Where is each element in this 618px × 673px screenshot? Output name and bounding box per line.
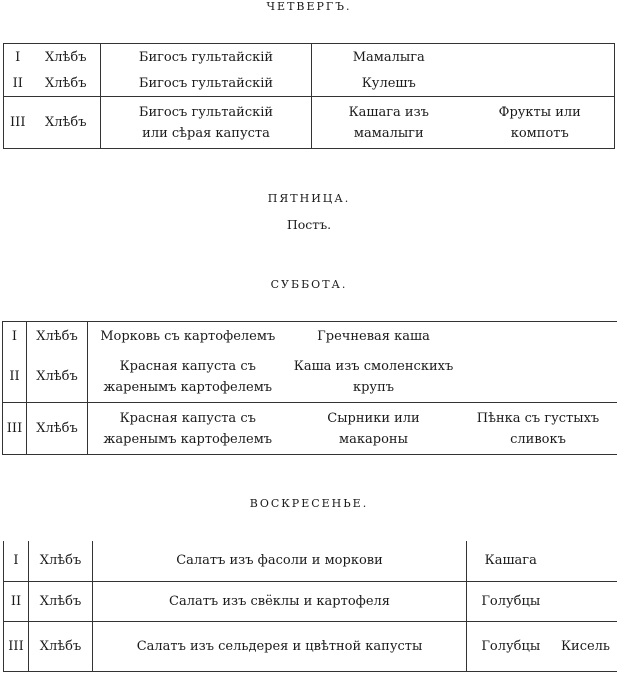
dish-line: Пѣнка съ густыхъ bbox=[476, 410, 600, 426]
dish-line: Фрукты или bbox=[498, 104, 581, 120]
dish-line: мамалыги bbox=[353, 125, 424, 141]
dish-cell bbox=[288, 403, 460, 455]
dish-line: или сѣрая капуста bbox=[142, 125, 270, 141]
row-number: II bbox=[12, 75, 23, 91]
row-number: I bbox=[11, 329, 18, 345]
dish-cell: Кисель bbox=[555, 621, 617, 671]
dish-cell bbox=[88, 403, 288, 455]
sunday-menu-table bbox=[3, 541, 617, 672]
dish-cell bbox=[466, 97, 615, 149]
bread-cell: Хлѣбъ bbox=[27, 352, 88, 403]
dish-cell bbox=[460, 352, 617, 403]
table-row bbox=[3, 403, 617, 455]
table-row bbox=[4, 71, 615, 97]
bread-cell: Хлѣбъ bbox=[27, 403, 88, 455]
dish-cell bbox=[312, 97, 466, 149]
dish-cell bbox=[101, 97, 312, 149]
row-number: II bbox=[4, 581, 29, 621]
dish-line: Каша изъ смоленскихъ bbox=[293, 358, 454, 374]
bread-cell: Хлѣбъ bbox=[45, 49, 87, 65]
bread-cell: Хлѣбъ bbox=[29, 621, 93, 671]
dish-cell bbox=[288, 352, 460, 403]
thursday-menu-table bbox=[3, 43, 615, 149]
dish-cell: Салатъ изъ свёклы и картофеля bbox=[93, 581, 467, 621]
dish-cell: Голубцы bbox=[467, 581, 555, 621]
sunday-heading: ВОСКРЕСЕНЬЕ. bbox=[249, 497, 369, 510]
saturday-menu-table bbox=[2, 321, 617, 455]
dish-line: Кашага изъ bbox=[348, 104, 429, 120]
dish-cell: Бигосъ гультайскій bbox=[101, 71, 312, 97]
row-number: I bbox=[13, 553, 19, 569]
saturday-heading: СУББОТА. bbox=[270, 278, 348, 291]
dish-line: Красная капуста съ bbox=[119, 358, 256, 374]
bread-cell: Хлѣбъ bbox=[45, 75, 87, 91]
row-number: I bbox=[15, 49, 21, 65]
table-row bbox=[4, 97, 615, 149]
bread-cell: Хлѣбъ bbox=[27, 322, 88, 352]
dish-cell bbox=[88, 352, 288, 403]
thursday-heading: ЧЕТВЕРГЪ. bbox=[266, 0, 352, 13]
friday-heading: ПЯТНИЦА. bbox=[267, 192, 351, 205]
dish-cell: Салатъ изъ фасоли и моркови bbox=[93, 541, 467, 581]
dish-cell bbox=[555, 541, 617, 581]
dish-line: компотъ bbox=[510, 125, 569, 141]
dish-line: Бигосъ гультайскій bbox=[138, 104, 274, 120]
dish-cell bbox=[460, 322, 617, 352]
dish-cell bbox=[466, 44, 615, 71]
dish-cell: Гречневая каша bbox=[317, 329, 430, 345]
dish-cell: Кулешъ bbox=[312, 71, 466, 97]
dish-cell bbox=[555, 581, 617, 621]
row-number: III bbox=[3, 403, 27, 455]
dish-cell: Мамалыга bbox=[312, 44, 466, 71]
dish-cell: Кашага bbox=[467, 541, 555, 581]
table-row bbox=[4, 44, 615, 71]
dish-line: Красная капуста съ bbox=[119, 410, 256, 426]
table-row bbox=[4, 541, 617, 581]
table-row bbox=[3, 322, 617, 352]
table-row bbox=[4, 621, 617, 671]
dish-line: жаренымъ картофелемъ bbox=[103, 431, 273, 447]
dish-line: макароны bbox=[339, 431, 408, 447]
dish-line: сливокъ bbox=[510, 431, 566, 447]
row-number: III bbox=[4, 97, 32, 149]
bread-cell: Хлѣбъ bbox=[32, 97, 101, 149]
dish-line: жаренымъ картофелемъ bbox=[103, 379, 273, 395]
row-number: III bbox=[4, 621, 29, 671]
row-number: II bbox=[9, 369, 20, 385]
dish-cell: Салатъ изъ сельдерея и цвѣтной капусты bbox=[93, 621, 467, 671]
dish-cell: Голубцы bbox=[467, 621, 555, 671]
dish-cell bbox=[466, 71, 615, 97]
dish-cell: Бигосъ гультайскій bbox=[101, 44, 312, 71]
dish-cell: Морковь съ картофелемъ bbox=[88, 322, 288, 352]
dish-cell bbox=[460, 403, 617, 455]
dish-line: Сырники или bbox=[327, 410, 420, 426]
bread-cell: Хлѣбъ bbox=[29, 581, 93, 621]
table-row bbox=[3, 352, 617, 403]
dish-line: крупъ bbox=[352, 379, 395, 395]
friday-note: Постъ. bbox=[286, 217, 332, 232]
table-row bbox=[4, 581, 617, 621]
bread-cell: Хлѣбъ bbox=[29, 541, 93, 581]
